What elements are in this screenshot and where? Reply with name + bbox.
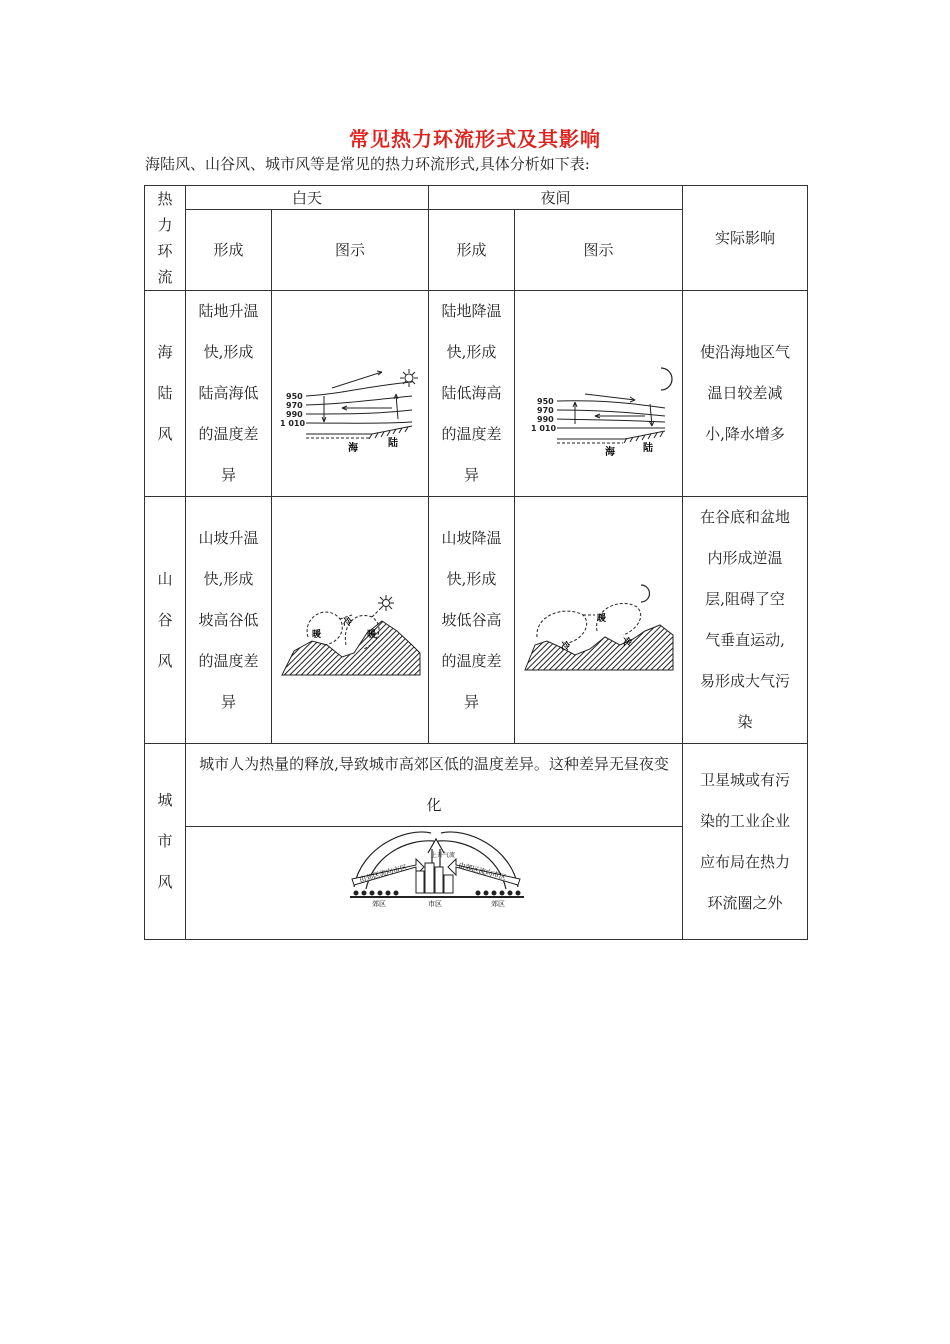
valley-breeze-day-diagram — [272, 545, 427, 695]
header-night-formation: 形成 — [429, 210, 515, 291]
page-title: 常见热力环流形式及其影响 — [349, 127, 601, 151]
header-day: 白天 — [186, 186, 429, 210]
svg-text:950: 950 — [286, 391, 303, 401]
header-day-formation: 形成 — [186, 210, 272, 291]
sea-night-diagram — [515, 291, 683, 497]
valley-day-diagram — [272, 497, 429, 744]
sea-night-formation: 陆地降温 快,形成 陆低海高 的温度差 异 — [429, 291, 515, 497]
header-night: 夜间 — [429, 186, 683, 210]
moon-icon — [641, 585, 650, 602]
svg-text:950: 950 — [537, 396, 554, 406]
valley-night-formation: 山坡降温 快,形成 坡低谷高 的温度差 异 — [429, 497, 515, 744]
row-city-name: 城 市 风 — [145, 744, 186, 940]
header-type-cell: 热 力 环 流 — [145, 186, 186, 291]
valley-night-diagram — [515, 497, 683, 744]
svg-text:市区: 市区 — [428, 900, 443, 908]
svg-text:冷: 冷 — [561, 642, 571, 652]
valley-day-formation: 山坡升温 快,形成 坡高谷低 的温度差 异 — [186, 497, 272, 744]
svg-text:上升气流: 上升气流 — [431, 852, 456, 859]
svg-text:暖: 暖 — [367, 630, 377, 640]
row-valley-name: 山 谷 风 — [145, 497, 186, 744]
circulation-table — [144, 185, 808, 940]
svg-text:陆: 陆 — [388, 437, 398, 449]
moon-icon — [661, 368, 672, 390]
sea-breeze-day-diagram — [272, 324, 427, 464]
svg-text:海: 海 — [605, 446, 616, 458]
header-night-diagram: 图示 — [515, 210, 683, 291]
header-effect: 实际影响 — [683, 186, 808, 291]
svg-text:由郊区流向市区: 由郊区流向市区 — [457, 861, 507, 882]
sun-icon — [400, 369, 418, 387]
city-breeze-diagram — [186, 827, 682, 939]
sea-day-diagram — [272, 291, 429, 497]
svg-text:暖: 暖 — [312, 630, 322, 640]
sea-day-formation: 陆地升温 快,形成 陆高海低 的温度差 异 — [186, 291, 272, 497]
sea-effect: 使沿海地区气 温日较差减 小,降水增多 — [683, 291, 808, 497]
svg-text:990: 990 — [286, 409, 303, 419]
svg-text:由郊区流向市区: 由郊区流向市区 — [358, 863, 408, 884]
intro-text: 海陆风、山谷风、城市风等是常见的热力环流形式,具体分析如下表: — [145, 155, 590, 173]
svg-text:郊区: 郊区 — [372, 900, 387, 908]
valley-breeze-night-diagram — [515, 545, 681, 695]
svg-text:970: 970 — [537, 405, 554, 415]
svg-text:郊区: 郊区 — [491, 900, 506, 908]
city-description: 城市人为热量的释放,导致城市高郊区低的温度差异。这种差异无昼夜变化 — [186, 744, 683, 827]
svg-text:冷: 冷 — [623, 638, 633, 648]
svg-text:1 010: 1 010 — [280, 418, 306, 428]
sea-breeze-night-diagram — [515, 324, 681, 464]
svg-text:1 010: 1 010 — [531, 423, 557, 433]
row-sea-name: 海 陆 风 — [145, 291, 186, 497]
svg-text:陆: 陆 — [643, 442, 654, 454]
valley-effect: 在谷底和盆地 内形成逆温 层,阻碍了空 气垂直运动, 易形成大气污 染 — [683, 497, 808, 744]
svg-text:暖: 暖 — [597, 614, 607, 624]
city-diagram-cell — [186, 827, 683, 940]
header-day-diagram: 图示 — [272, 210, 429, 291]
svg-text:990: 990 — [537, 414, 554, 424]
city-effect: 卫星城或有污 染的工业企业 应布局在热力 环流圈之外 — [683, 744, 808, 940]
svg-text:海: 海 — [348, 442, 358, 454]
svg-text:冷: 冷 — [343, 618, 353, 628]
sun-icon — [378, 595, 394, 611]
svg-text:970: 970 — [286, 400, 303, 410]
